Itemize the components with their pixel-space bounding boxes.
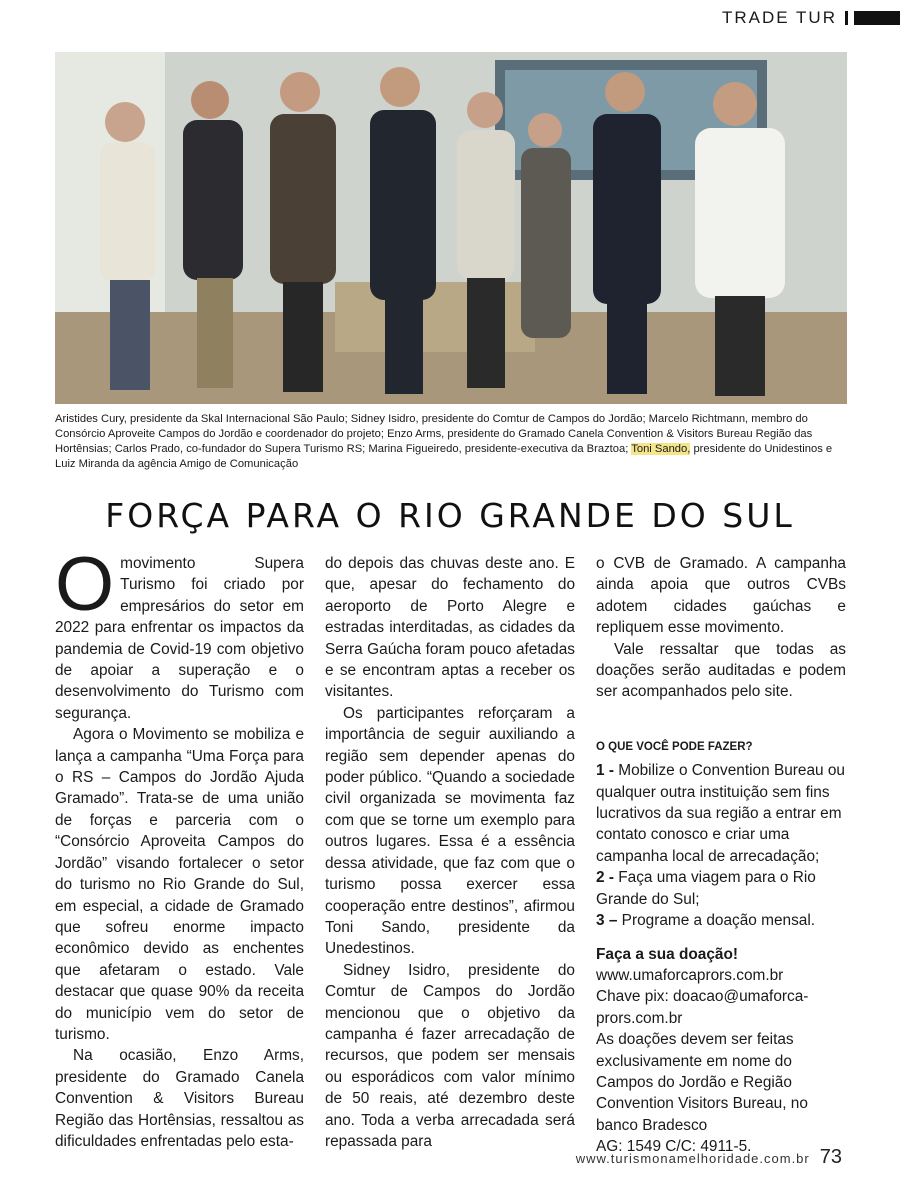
caption-highlight: Toni Sando, bbox=[631, 443, 691, 455]
paragraph-text: movimento Supera Turismo foi criado por empresários do setor em 2022 para enfrentar os impactos da pandemia de Covid-19 com objetivo de apoiar a superação e o desenvolvimento do Turismo com segurança. bbox=[55, 555, 304, 722]
paragraph: Na ocasião, Enzo Arms, presidente do Gramado Canela Convention & Visitors Bureau Região das Hortênsias, ressaltou as dificuldades enfrentadas pelo esta- bbox=[55, 1047, 304, 1150]
item-number: 3 – bbox=[596, 912, 618, 930]
caption-text-end: presidente do Unidestinos e Luiz Miranda da agência Amigo de Comunicação bbox=[55, 443, 833, 470]
paragraph: Agora o Movimento se mobiliza e lança a campanha “Uma Força para o RS – Campos do Jordão Ajuda Gramado”. Trata-se de uma união de forças e parceria com o “Consórcio Aproveita Campos do Jordão” visando fortalecer o setor do turismo no Rio Grande do Sul, em especial, a cidade de Gramado que sofreu enorme impacto econômico devido as enchentes que afetaram o estado. Vale destacar que quase 90% da receita do município vem do setor de turismo. bbox=[55, 726, 304, 1043]
sidebar-item bbox=[596, 760, 846, 867]
paragraph: Os participantes reforçaram a importância de seguir auxiliando a região sem depender apenas do poder público. “Quando a sociedade civil organizada se movimenta faz com que se torne um exemplo para outros lugares. Essa é a essência dessa atividade, que faz com que o turismo possa exercer essa cooperação entre destinos”, afirmou Toni Sando, presidente da Unedestinos. bbox=[325, 704, 575, 958]
header-bar bbox=[854, 11, 900, 25]
paragraph bbox=[55, 542, 304, 724]
article-column-1 bbox=[55, 542, 304, 1152]
item-text: Faça uma viagem para o Rio Grande do Sul; bbox=[596, 869, 816, 908]
item-number: 1 - bbox=[596, 762, 614, 780]
page-footer bbox=[576, 1146, 842, 1169]
article-column-2 bbox=[325, 553, 575, 1152]
drop-cap: O bbox=[55, 542, 115, 627]
section-header bbox=[722, 8, 900, 28]
donate-pix: Chave pix: doacao@umaforca-prors.com.br bbox=[596, 988, 809, 1027]
group-photo bbox=[55, 52, 847, 404]
group-photo-illustration bbox=[55, 52, 847, 404]
paragraph: Sidney Isidro, presidente do Comtur de Campos do Jordão mencionou que o objetivo da campanha é fazer arrecadação de recursos, que podem ser mensais ou esporádicos com valor mínimo de 50 reais, até dezembro deste ano. Toda a verba arrecadada será repassada para bbox=[325, 961, 575, 1150]
footer-url: www.turismonamelhoridade.com.br bbox=[575, 1151, 810, 1166]
article-headline: FORÇA PARA O RIO GRANDE DO SUL bbox=[105, 496, 795, 535]
donate-website: www.umaforcaprors.com.br bbox=[596, 966, 784, 984]
paragraph: Vale ressaltar que todas as doações serão auditadas e podem ser acompanhados pelo site. bbox=[596, 640, 846, 701]
header-divider bbox=[845, 11, 848, 25]
item-text: Mobilize o Convention Bureau ou qualquer outra instituição sem fins lucrativos da sua região a entrar em contato conosco e criar uma campanha local de arrecadação; bbox=[596, 762, 845, 865]
sidebar-item bbox=[596, 910, 846, 931]
photo-caption bbox=[55, 412, 847, 472]
page-number: 73 bbox=[819, 1146, 842, 1168]
item-number: 2 - bbox=[596, 869, 614, 887]
sidebar-title: O QUE VOCÊ PODE FAZER? bbox=[596, 740, 753, 753]
donate-instructions: As doações devem ser feitas exclusivamente em nome do Campos do Jordão e Região Convention Visitors Bureau, no banco Bradesco bbox=[596, 1031, 808, 1134]
paragraph: o CVB de Gramado. A campanha ainda apoia que outros CVBs adotem cidades gaúchas e repliquem esse movimento. bbox=[596, 555, 846, 637]
caption-text: Aristides Cury, presidente da Skal Internacional São Paulo; Sidney Isidro, presidente do Comtur de Campos do Jordão; Marcelo Richtmann, membro do Consórcio Aproveite Campos do Jordão e coordenador do projeto; Enzo Arms, presidente do Gramado Canela Convention & Visitors Bureau Região das Hortênsias; Carlos Prado, co-fundador do Supera Turismo RS; Marina Figueiredo, presidente-executiva da Braztoa; bbox=[55, 413, 813, 455]
article-column-3 bbox=[596, 553, 846, 1158]
item-text: Programe a doação mensal. bbox=[617, 912, 816, 930]
sidebar-item bbox=[596, 867, 846, 910]
donate-account: AG: 1549 C/C: 4911-5. bbox=[596, 1138, 752, 1156]
section-title: TRADE TUR bbox=[722, 8, 837, 27]
donate-title: Faça a sua doação! bbox=[596, 945, 738, 963]
paragraph: do depois das chuvas deste ano. E que, apesar do fechamento do aeroporto de Porto Alegre e estradas interditadas, as cidades da Serra Gaúcha foram pouco afetadas e se encontram aptas a receber os visitantes. bbox=[325, 555, 575, 701]
